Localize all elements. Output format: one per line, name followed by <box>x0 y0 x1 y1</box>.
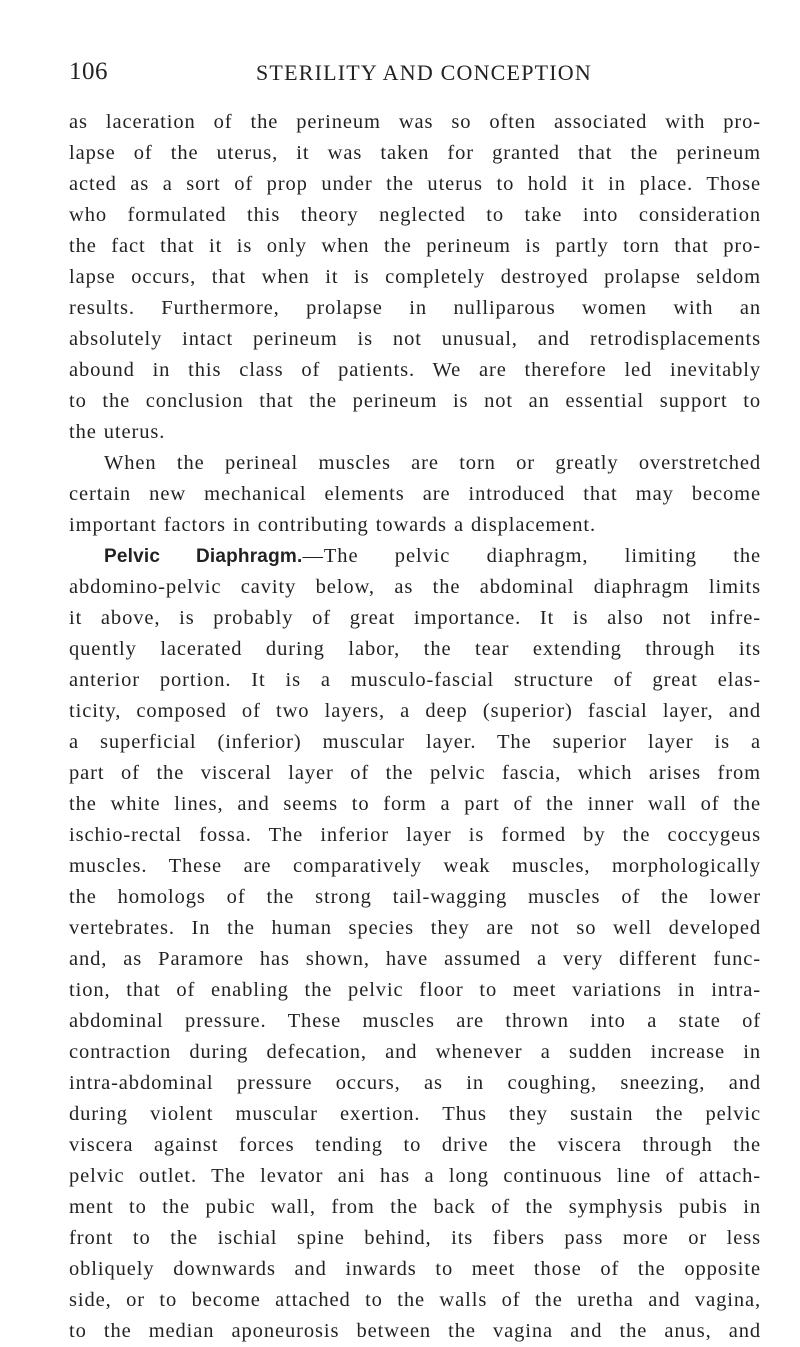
text-line: the white lines, and seems to form a part of the inner wall of the <box>69 793 761 815</box>
text-line: intra-abdominal pressure occurs, as in coughing, sneezing, and <box>69 1072 761 1094</box>
text-line: the homologs of the strong tail-wagging muscles of the lower <box>69 886 761 908</box>
text-line: abdominal pressure. These muscles are thrown into a state of <box>69 1010 761 1032</box>
body-text <box>69 107 761 1347</box>
text-line: acted as a sort of prop under the uterus to hold it in place. Those <box>69 173 761 195</box>
text-line: tion, that of enabling the pelvic floor to meet variations in intra- <box>69 979 761 1001</box>
text-line: part of the visceral layer of the pelvic fascia, which arises from <box>69 762 761 784</box>
text-line: abdomino-pelvic cavity below, as the abdominal diaphragm limits <box>69 576 761 598</box>
text-line: ment to the pubic wall, from the back of the symphysis pubis in <box>69 1196 761 1218</box>
text-line: a superficial (inferior) muscular layer. The superior layer is a <box>69 731 761 753</box>
text-line: who formulated this theory neglected to take into consideration <box>69 204 761 226</box>
text-line: quently lacerated during labor, the tear extending through its <box>69 638 761 660</box>
text-line: ticity, composed of two layers, a deep (superior) fascial layer, and <box>69 700 761 722</box>
text-line: to the conclusion that the perineum is not an essential support to <box>69 390 761 412</box>
text-line: to the median aponeurosis between the vagina and the anus, and <box>69 1320 761 1342</box>
text-line: front to the ischial spine behind, its fibers pass more or less <box>69 1227 761 1249</box>
text-line: results. Furthermore, prolapse in nulliparous women with an <box>69 297 761 319</box>
text-line: side, or to become attached to the walls of the uretha and vagina, <box>69 1289 761 1311</box>
text-line: it above, is probably of great importance. It is also not infre- <box>69 607 761 629</box>
running-title: STERILITY AND CONCEPTION <box>256 60 592 85</box>
text-line: When the perineal muscles are torn or greatly overstretched <box>104 452 761 474</box>
text-line: muscles. These are comparatively weak muscles, morphologically <box>69 855 761 877</box>
text-line: viscera against forces tending to drive the viscera through the <box>69 1134 761 1156</box>
text-line: —The pelvic diaphragm, limiting the <box>302 545 761 567</box>
text-line: as laceration of the perineum was so often associated with pro- <box>69 111 761 133</box>
text-line: pelvic outlet. The levator ani has a long continuous line of attach- <box>69 1165 761 1187</box>
page-header <box>69 58 761 90</box>
section-heading: Pelvic Diaphragm. <box>104 546 303 567</box>
text-line: lapse of the uterus, it was taken for granted that the perineum <box>69 142 761 164</box>
text-line: during violent muscular exertion. Thus they sustain the pelvic <box>69 1103 761 1125</box>
text-line: the uterus. <box>69 421 166 443</box>
text-line: contraction during defecation, and whenever a sudden increase in <box>69 1041 761 1063</box>
text-line: lapse occurs, that when it is completely destroyed prolapse seldom <box>69 266 761 288</box>
text-line: obliquely downwards and inwards to meet those of the opposite <box>69 1258 761 1280</box>
text-line: and, as Paramore has shown, have assumed a very different func- <box>69 948 761 970</box>
page-number: 106 <box>69 58 108 85</box>
text-line: absolutely intact perineum is not unusual, and retrodisplacements <box>69 328 761 350</box>
text-line: important factors in contributing towards a displacement. <box>69 514 596 536</box>
text-line: anterior portion. It is a musculo-fascial structure of great elas- <box>69 669 761 691</box>
section-heading-line <box>69 541 761 572</box>
text-line: vertebrates. In the human species they are not so well developed <box>69 917 761 939</box>
text-line: abound in this class of patients. We are therefore led inevitably <box>69 359 761 381</box>
text-line: ischio-rectal fossa. The inferior layer is formed by the coccygeus <box>69 824 761 846</box>
text-line: certain new mechanical elements are introduced that may become <box>69 483 761 505</box>
text-line: the fact that it is only when the perineum is partly torn that pro- <box>69 235 761 257</box>
